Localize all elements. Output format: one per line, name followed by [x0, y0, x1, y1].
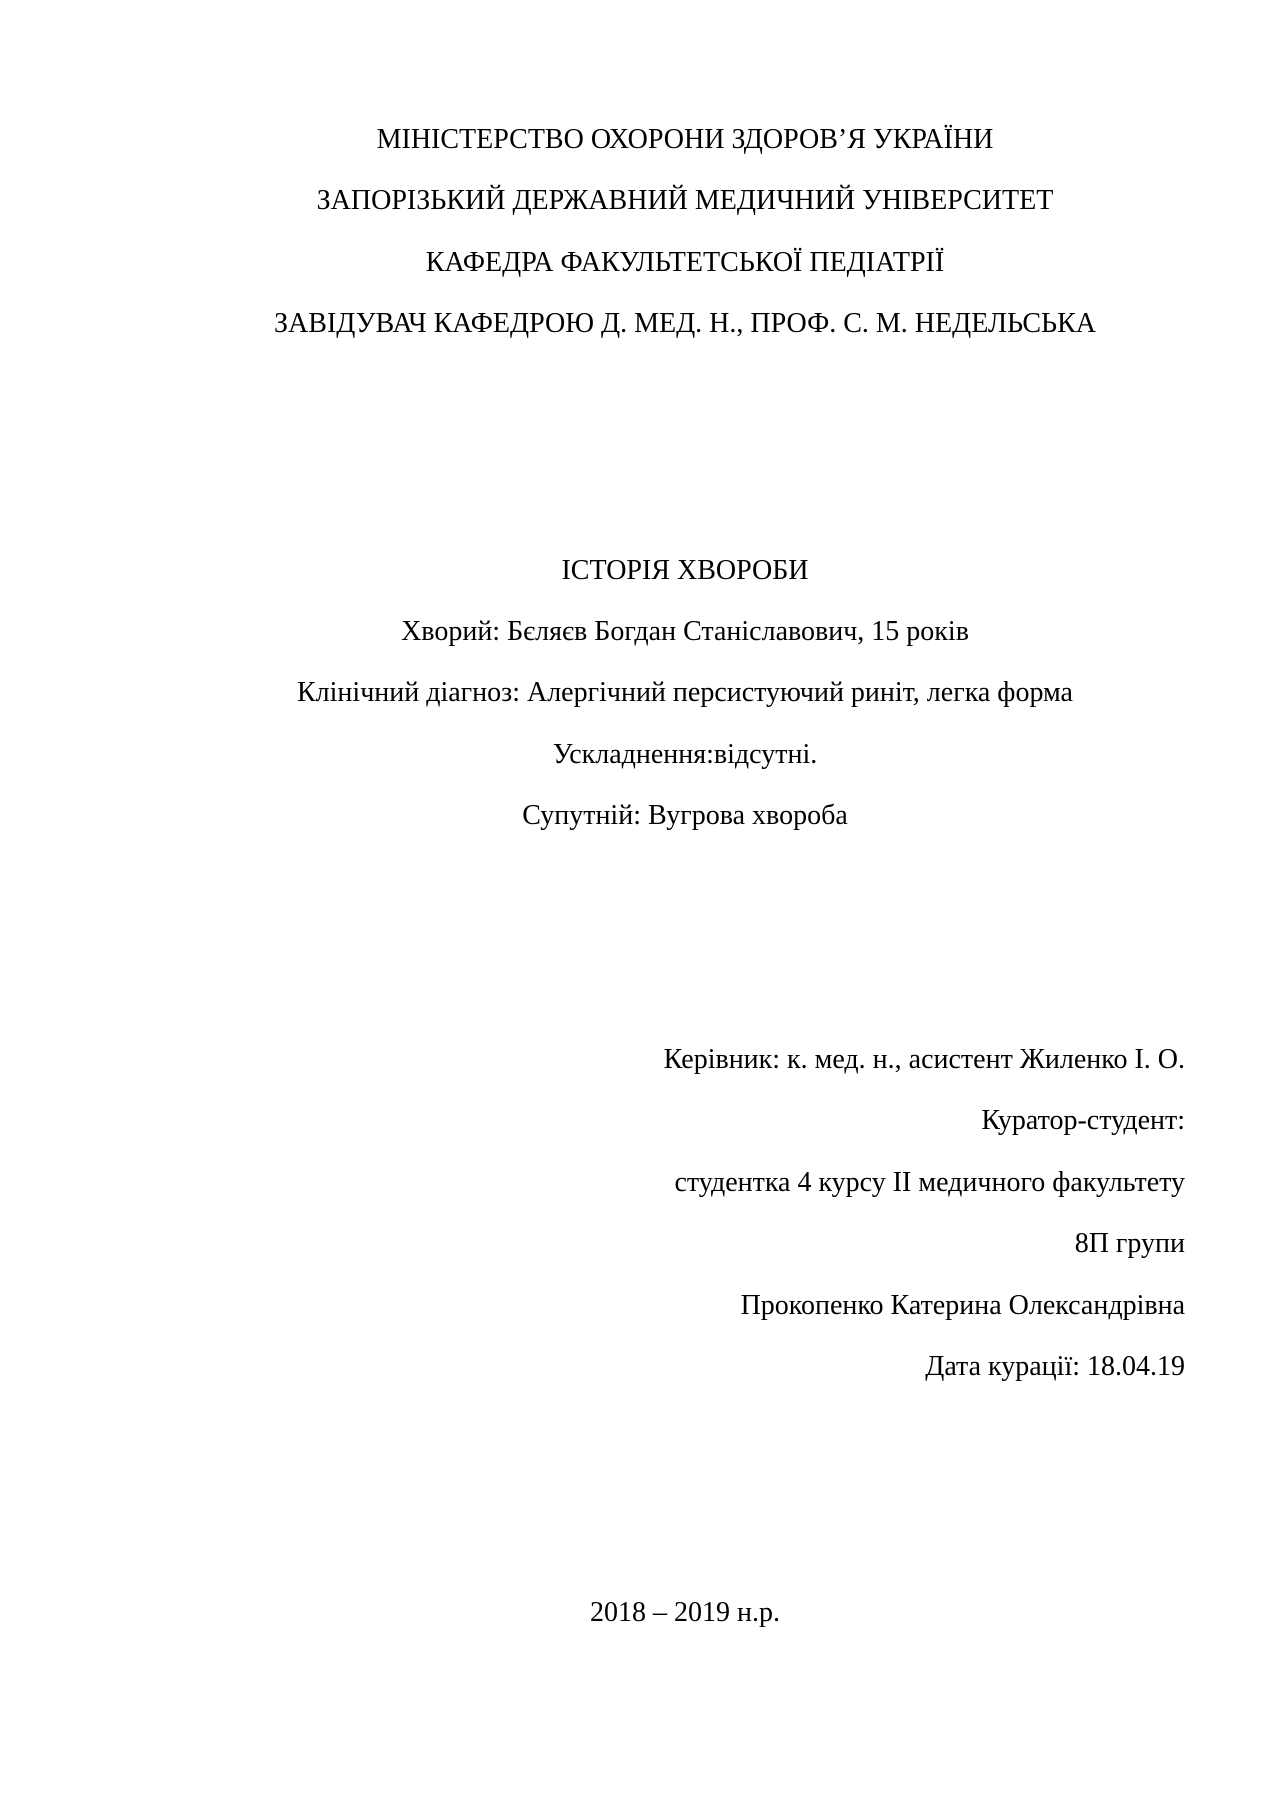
student-group-line: 8П групи	[1074, 1228, 1185, 1259]
university-heading: ЗАПОРІЗЬКИЙ ДЕРЖАВНИЙ МЕДИЧНИЙ УНІВЕРСИТЕТ	[316, 185, 1054, 216]
academic-year-footer: 2018 – 2019 н.р.	[590, 1597, 780, 1628]
diagnosis-line: Клінічний діагноз: Алергічний персистуючий риніт, легка форма	[297, 677, 1073, 708]
student-name-line: Прокопенко Катерина Олександрівна	[740, 1290, 1185, 1321]
curation-date-line: Дата курації: 18.04.19	[925, 1351, 1185, 1382]
department-heading: КАФЕДРА ФАКУЛЬТЕТСЬКОЇ ПЕДІАТРІЇ	[425, 247, 945, 278]
ministry-heading: МІНІСТЕРСТВО ОХОРОНИ ЗДОРОВ’Я УКРАЇНИ	[376, 124, 994, 155]
concomitant-line: Супутній: Вугрова хвороба	[522, 800, 848, 831]
supervisor-line: Керівник: к. мед. н., асистент Жиленко І. О.	[663, 1044, 1185, 1075]
document-title: ІСТОРІЯ ХВОРОБИ	[561, 555, 809, 586]
complications-line: Ускладнення:відсутні.	[552, 739, 818, 770]
curator-label: Куратор-студент:	[981, 1105, 1185, 1136]
student-course-line: студентка 4 курсу ІІ медичного факультету	[674, 1167, 1185, 1198]
patient-line: Хворий: Бєляєв Богдан Станіславович, 15 років	[401, 616, 969, 647]
department-head-heading: ЗАВІДУВАЧ КАФЕДРОЮ Д. МЕД. Н., ПРОФ. С. М. НЕДЕЛЬСЬКА	[274, 308, 1096, 339]
